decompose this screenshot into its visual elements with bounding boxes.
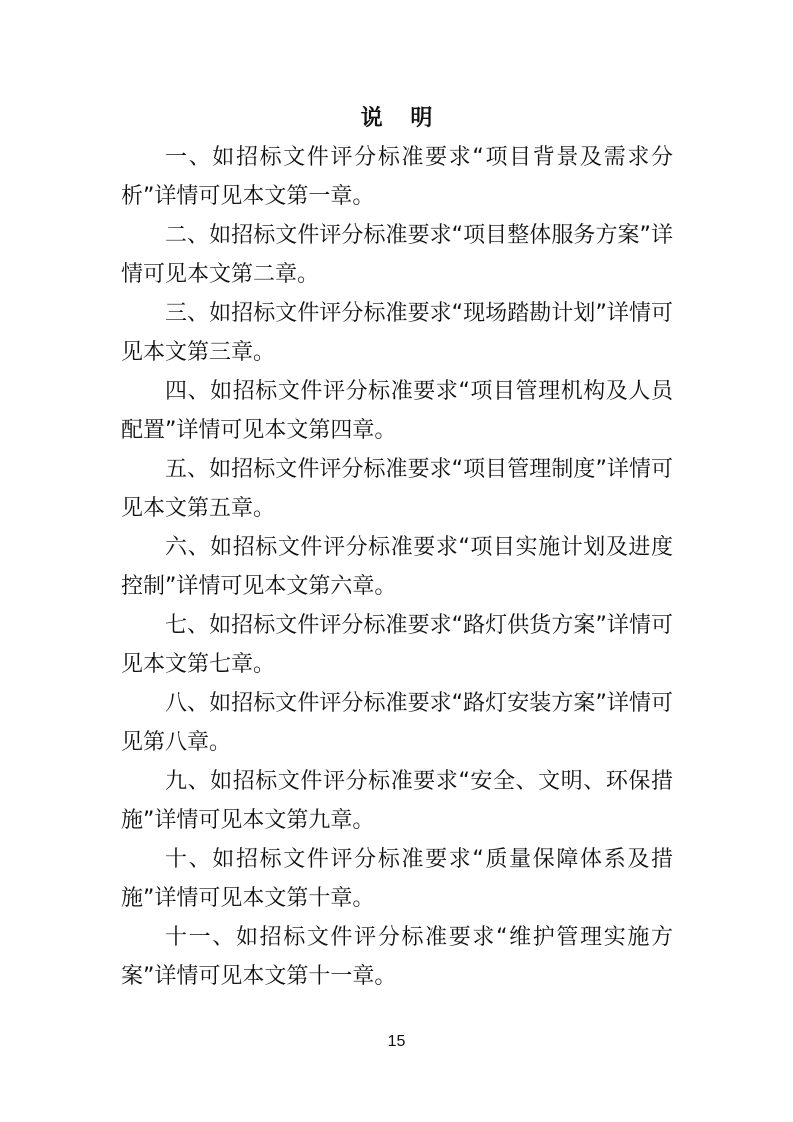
paragraph-chapter-1: 一、如招标文件评分标准要求“项目背景及需求分析”详情可见本文第一章。 — [121, 145, 673, 209]
page-number: 15 — [387, 1033, 406, 1050]
paragraph-chapter-3: 三、如招标文件评分标准要求“现场踏勘计划”详情可见本文第三章。 — [121, 301, 673, 365]
explanation-body — [121, 138, 673, 996]
paragraph-chapter-10: 十、如招标文件评分标准要求“质量保障体系及措施”详情可见本文第十章。 — [121, 847, 673, 911]
page-title: 说 明 — [360, 106, 443, 131]
paragraph-chapter-9: 九、如招标文件评分标准要求“安全、文明、环保措施”详情可见本文第九章。 — [121, 769, 673, 833]
paragraph-chapter-7: 七、如招标文件评分标准要求“路灯供货方案”详情可见本文第七章。 — [121, 613, 673, 677]
paragraph-chapter-2: 二、如招标文件评分标准要求“项目整体服务方案”详情可见本文第二章。 — [121, 223, 673, 287]
paragraph-chapter-6: 六、如招标文件评分标准要求“项目实施计划及进度控制”详情可见本文第六章。 — [121, 535, 673, 599]
paragraph-chapter-4: 四、如招标文件评分标准要求“项目管理机构及人员配置”详情可见本文第四章。 — [121, 379, 673, 443]
paragraph-chapter-8: 八、如招标文件评分标准要求“路灯安装方案”详情可见第八章。 — [121, 691, 673, 755]
paragraph-chapter-11: 十一、如招标文件评分标准要求“维护管理实施方案”详情可见本文第十一章。 — [121, 925, 673, 989]
paragraph-chapter-5: 五、如招标文件评分标准要求“项目管理制度”详情可见本文第五章。 — [121, 457, 673, 521]
